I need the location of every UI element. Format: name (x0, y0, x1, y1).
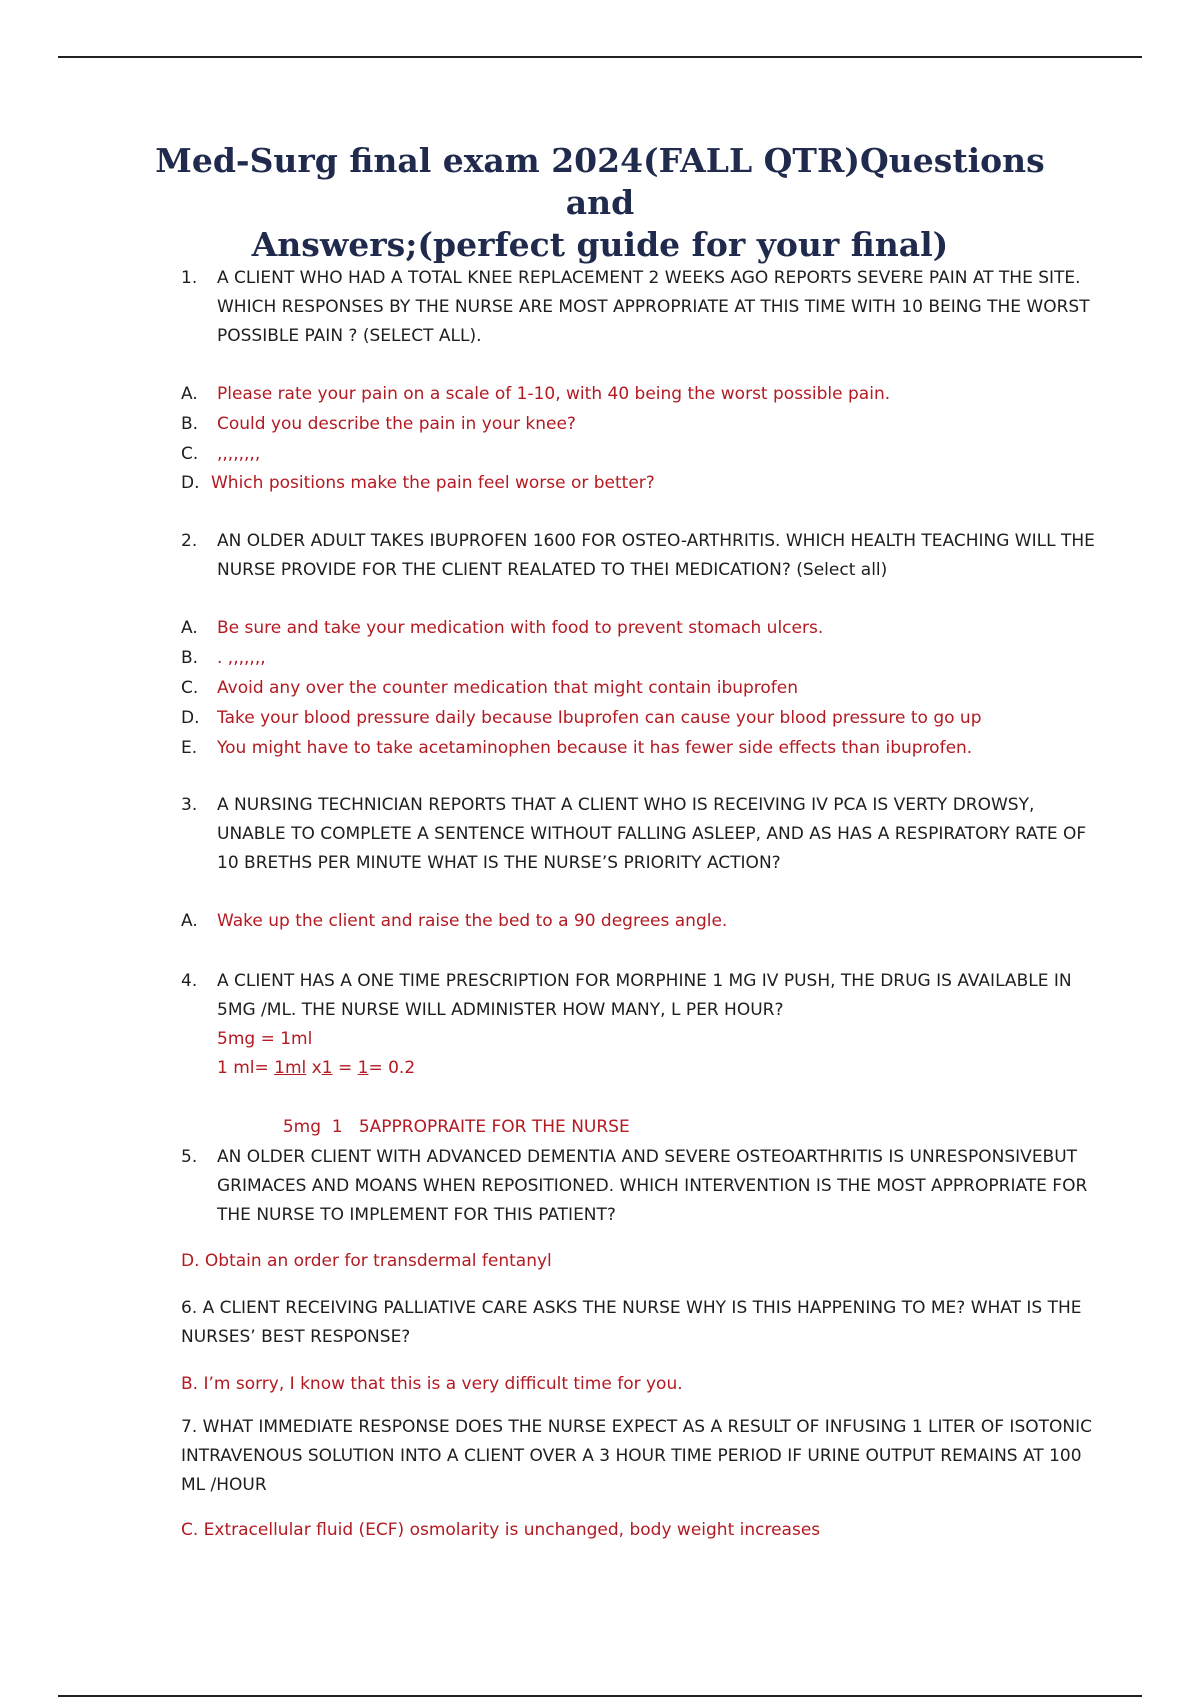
option-text: Which positions make the pain feel worse or better? (211, 473, 655, 493)
question-number: 1. (181, 268, 198, 288)
q1-option-d (181, 469, 655, 498)
q3-option-a (181, 907, 727, 936)
option-letter: C. (181, 678, 199, 698)
question-text: 7. WHAT IMMEDIATE RESPONSE DOES THE NURSE EXPECT AS A RESULT OF INFUSING 1 LITER OF ISOTONIC INTRAVENOUS SOLUTION INTO A CLIENT OVER A 3 HOUR TIME PERIOD IF URINE OUTPUT REMAINS AT 100 ML /HOUR (181, 1417, 1092, 1495)
option-text: Be sure and take your medication with food to prevent stomach ulcers. (217, 618, 824, 638)
option-text: Could you describe the pain in your knee? (217, 414, 576, 434)
q1-option-c (181, 440, 260, 469)
option-letter: B. (181, 414, 199, 434)
q2-option-a (181, 614, 823, 643)
option-letter: A. (181, 618, 198, 638)
option-letter: A. (181, 384, 198, 404)
q2-option-b (181, 644, 266, 673)
option-text: You might have to take acetaminophen because it has fewer side effects than ibuprofen. (217, 738, 973, 758)
q6-answer: B. I’m sorry, I know that this is a very difficult time for you. (181, 1374, 683, 1394)
question-text: 6. A CLIENT RECEIVING PALLIATIVE CARE ASKS THE NURSE WHY IS THIS HAPPENING TO ME? WHAT IS THE NURSES’ BEST RESPONSE? (181, 1298, 1082, 1347)
question-text: AN OLDER CLIENT WITH ADVANCED DEMENTIA AND SEVERE OSTEOARTHRITIS IS UNRESPONSIVEBUT GRIMACES AND MOANS WHEN REPOSITIONED. WHICH INTERVENTION IS THE MOST APPROPRIATE FOR THE NURSE TO IMPLEMENT FOR THIS PATIENT? (217, 1147, 1088, 1225)
q5-answer: D. Obtain an order for transdermal fentanyl (181, 1251, 552, 1271)
question-number: 4. (181, 971, 198, 991)
option-text: ,,,,,,,, (217, 444, 261, 464)
question-text: AN OLDER ADULT TAKES IBUPROFEN 1600 FOR OSTEO-ARTHRITIS. WHICH HEALTH TEACHING WILL THE NURSE PROVIDE FOR THE CLIENT REALATED TO THEI MEDICATION? (Select all) (217, 531, 1095, 580)
question-text: A CLIENT HAS A ONE TIME PRESCRIPTION FOR MORPHINE 1 MG IV PUSH, THE DRUG IS AVAILABLE IN 5MG /ML. THE NURSE WILL ADMINISTER HOW MANY, L PER HOUR? (217, 971, 1072, 1020)
q2-option-d (181, 704, 982, 733)
document-title (120, 140, 1080, 266)
title-line-1: Med-Surg final exam 2024(FALL QTR)Questions and (155, 141, 1045, 222)
q1-option-a (181, 380, 890, 409)
question-number: 5. (181, 1147, 198, 1167)
question-7 (181, 1413, 1097, 1500)
question-5 (181, 1143, 1097, 1230)
q7-answer: C. Extracellular fluid (ECF) osmolarity is unchanged, body weight increases (181, 1520, 821, 1540)
option-letter: A. (181, 911, 198, 931)
option-text: Please rate your pain on a scale of 1-10, with 40 being the worst possible pain. (217, 384, 891, 404)
q1-option-b (181, 410, 576, 439)
question-number: 3. (181, 795, 198, 815)
option-letter: E. (181, 738, 198, 758)
q2-option-c (181, 674, 798, 703)
question-1 (181, 264, 1097, 351)
question-3 (181, 791, 1097, 878)
question-4 (181, 967, 1097, 1025)
question-text: A CLIENT WHO HAD A TOTAL KNEE REPLACEMENT 2 WEEKS AGO REPORTS SEVERE PAIN AT THE SITE. WHICH RESPONSES BY THE NURSE ARE MOST APPROPRIATE AT THIS TIME WITH 10 BEING THE WORST POSSIBLE PAIN ? (SELECT ALL). (217, 268, 1090, 346)
option-letter: D. (181, 708, 200, 728)
option-letter: C. (181, 444, 199, 464)
bottom-rule (58, 1695, 1142, 1697)
question-number: 2. (181, 531, 198, 551)
option-letter: B. (181, 648, 199, 668)
title-line-2: Answers;(perfect guide for your final) (251, 225, 949, 264)
calculation-line-3: 5mg 1 5APPROPRAITE FOR THE NURSE (282, 1117, 630, 1137)
option-letter: D. (181, 473, 200, 493)
q2-option-e (181, 734, 972, 763)
calculation-line-2: 1 ml= 1ml x1 = 1= 0.2 (217, 1058, 416, 1078)
option-text: Avoid any over the counter medication that might contain ibuprofen (217, 678, 799, 698)
option-text: . ,,,,,,, (217, 648, 266, 668)
question-6 (181, 1294, 1097, 1352)
calculation-line-1: 5mg = 1ml (217, 1029, 313, 1049)
top-rule (58, 56, 1142, 58)
question-2 (181, 527, 1097, 585)
option-text: Wake up the client and raise the bed to a 90 degrees angle. (217, 911, 728, 931)
option-text: Take your blood pressure daily because Ibuprofen can cause your blood pressure to go up (217, 708, 982, 728)
question-text: A NURSING TECHNICIAN REPORTS THAT A CLIENT WHO IS RECEIVING IV PCA IS VERTY DROWSY, UNABLE TO COMPLETE A SENTENCE WITHOUT FALLING ASLEEP, AND AS HAS A RESPIRATORY RATE OF 10 BRETHS PER MINUTE WHAT IS THE NURSE’S PRIORITY ACTION? (217, 795, 1087, 873)
